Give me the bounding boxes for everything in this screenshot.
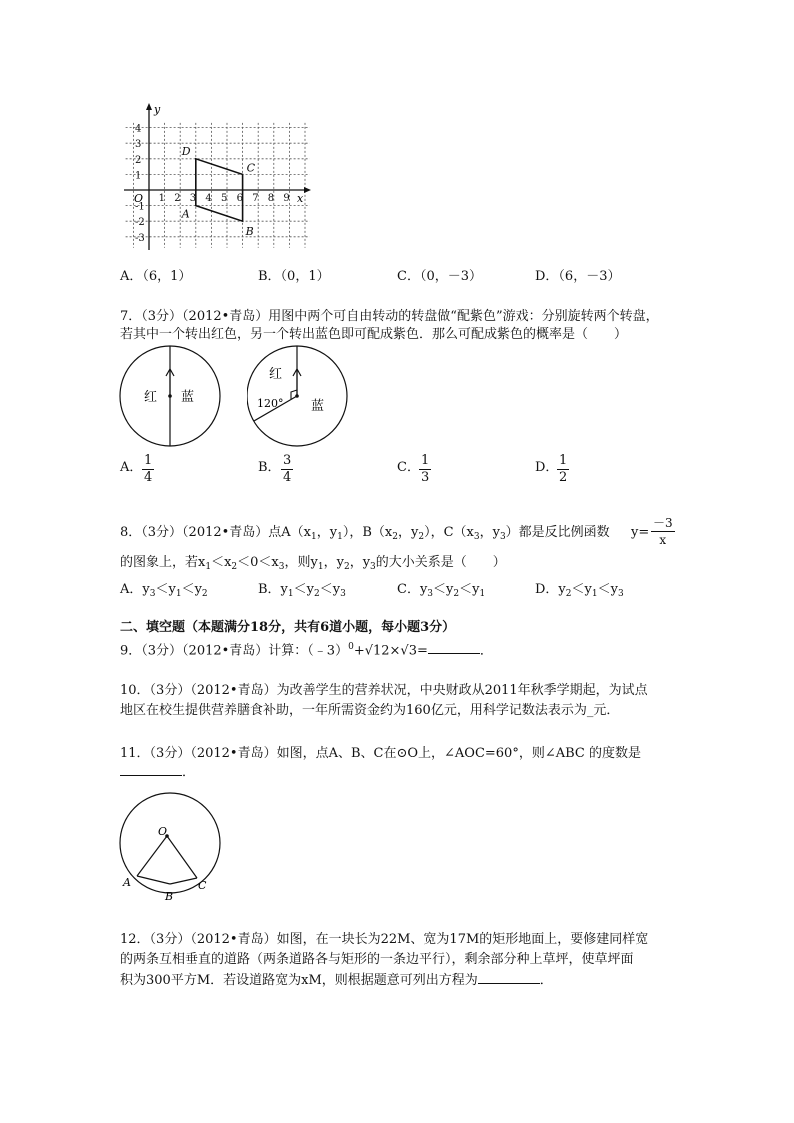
q8-option-a: A．$y_3<y_1<y_2$ (120, 582, 208, 599)
x-tick-label: 3 (189, 193, 197, 204)
y-tick-label: -2 (135, 217, 145, 229)
fraction-numerator: 3 (283, 453, 292, 468)
fraction-numerator: 1 (144, 453, 153, 468)
fraction-numerator: －3 (653, 516, 673, 530)
q8-function-fraction (651, 515, 675, 548)
q8-option-b: B．$y_1<y_2<y_3$ (258, 582, 346, 599)
y-tick-label: -1 (135, 201, 145, 213)
q7-option-b-letter: B． (258, 460, 281, 475)
x-tick-label: 9 (283, 193, 290, 204)
q7-option-d-fraction (557, 453, 569, 486)
q7-question-line1: 7．（3分）（2012•青岛）用图中两个可自由转动的转盘做“配紫色”游戏：分别旋转两个转盘， (120, 309, 659, 324)
q10-question-line1: 10．（3分）（2012•青岛）为改善学生的营养状况，中央财政从2011年秋季学期起，为试点 (120, 683, 648, 698)
y-tick-label: 3 (135, 139, 142, 151)
q12-question-line2: 的两条互相垂直的道路（两条道路各与矩形的一条边平行），剩余部分种上草坪，使草坪面 (120, 952, 634, 967)
q6-option-b: B．（0，1） (258, 269, 330, 284)
section-2-heading: 二、填空题（本题满分18分，共有6道小题，每小题3分） (120, 620, 456, 635)
x-tick-label: 1 (158, 193, 165, 204)
fraction-denominator: 3 (421, 470, 430, 485)
q8-function-lhs: y= (631, 525, 650, 540)
q12-line3-text: 积为300平方M．若设道路宽为xM，则根据题意可列出方程为 (120, 973, 478, 988)
q7-option-a-fraction (142, 453, 154, 486)
q8-question-line2: 的图象上，若$x_1<x_2<0<x_3$，则$y_1$，$y_2$，$y_3$的大小关系是（ ） (120, 555, 506, 572)
answer-blank[interactable] (428, 642, 480, 654)
point-a-label: A (181, 207, 190, 221)
x-tick-label: 6 (236, 193, 243, 204)
fraction-numerator: 1 (421, 453, 430, 468)
q12-question-line3 (120, 972, 553, 989)
q7-question-line2: 若其中一个转出红色，另一个转出蓝色即可配成紫色．那么可配成紫色的概率是（ ） (120, 327, 628, 342)
q8-option-d: D．$y_2<y_1<y_3$ (535, 582, 624, 599)
disk1-red-label: 红 (144, 390, 158, 405)
x-tick-label: 2 (174, 193, 181, 204)
q11-circle-figure (115, 790, 225, 905)
point-b-label: B (165, 890, 174, 903)
q7-option-c-letter: C． (397, 460, 420, 475)
q7-option-a-letter: A． (120, 460, 143, 475)
disk1-blue-label: 蓝 (181, 390, 195, 405)
y-tick-label: 4 (135, 123, 142, 135)
point-a-label: A (123, 876, 131, 889)
y-tick-label: 2 (135, 154, 142, 166)
fraction-numerator: 1 (559, 453, 568, 468)
q6-option-d: D．（6，－3） (535, 269, 621, 284)
period: ． (539, 973, 553, 988)
q7-option-c-fraction (419, 453, 431, 486)
origin-label: O (134, 192, 144, 205)
q7-spinner-disk-2 (247, 344, 351, 448)
point-d-label: D (181, 144, 191, 158)
q11-question-line1: 11．（3分）（2012•青岛）如图，点A、B、C在⊙O上，∠AOC=60°，则∠ABC 的度数是 (120, 746, 641, 761)
x-tick-label: 5 (221, 193, 228, 204)
fraction-denominator: 2 (559, 470, 568, 485)
x-tick-label: 8 (267, 193, 275, 204)
q7-spinner-disk-1 (118, 344, 222, 448)
q6-option-c: C．（0，－3） (397, 269, 482, 284)
y-tick-label: 1 (135, 170, 142, 182)
answer-blank[interactable] (478, 972, 540, 984)
y-tick-label: -3 (135, 232, 145, 244)
fraction-denominator: 4 (283, 470, 292, 485)
q6-option-a: A．（6，1） (120, 269, 192, 284)
disk2-angle-label: 120° (257, 397, 284, 410)
disk2-red-label: 红 (269, 367, 283, 382)
fraction-denominator: 4 (144, 470, 153, 485)
x-axis-label: x (297, 192, 304, 205)
q8-question-line1: 8．（3分）（2012•青岛）点$A(x_1$，$y_1$），$B(x_2$，$y_2$），$C(x_3$，$y_3$）都是反比例函数 (120, 525, 610, 542)
q12-question-line1: 12．（3分）（2012•青岛）如图，在一块长为22M、宽为17M的矩形地面上，要修建同样宽 (120, 932, 649, 947)
q8-option-c: C．$y_3<y_2<y_1$ (397, 582, 486, 599)
answer-blank[interactable] (120, 764, 182, 776)
x-tick-label: 7 (252, 193, 259, 204)
q10-question-line2: 地区在校生提供营养膳食补助，一年所需资金约为160亿元，用科学记数法表示为_元． (120, 703, 620, 718)
y-axis-label: y (154, 103, 161, 116)
period: ． (182, 765, 196, 780)
fraction-denominator: x (659, 533, 667, 547)
point-o-label: O (158, 825, 168, 838)
point-b-label: B (245, 225, 254, 239)
x-tick-label: 4 (205, 193, 212, 204)
point-c-label: C (246, 161, 256, 175)
q7-option-d-letter: D． (535, 460, 559, 475)
q7-option-b-fraction (281, 453, 293, 486)
q11-answer-line (120, 764, 195, 781)
disk2-blue-label: 蓝 (311, 399, 325, 414)
q9-question: 9．（3分）（2012•青岛）计算：（﹣3）$^0$+√12×√3= ． (120, 642, 493, 659)
point-c-label: C (198, 879, 207, 892)
q6-coordinate-graph (122, 102, 312, 252)
